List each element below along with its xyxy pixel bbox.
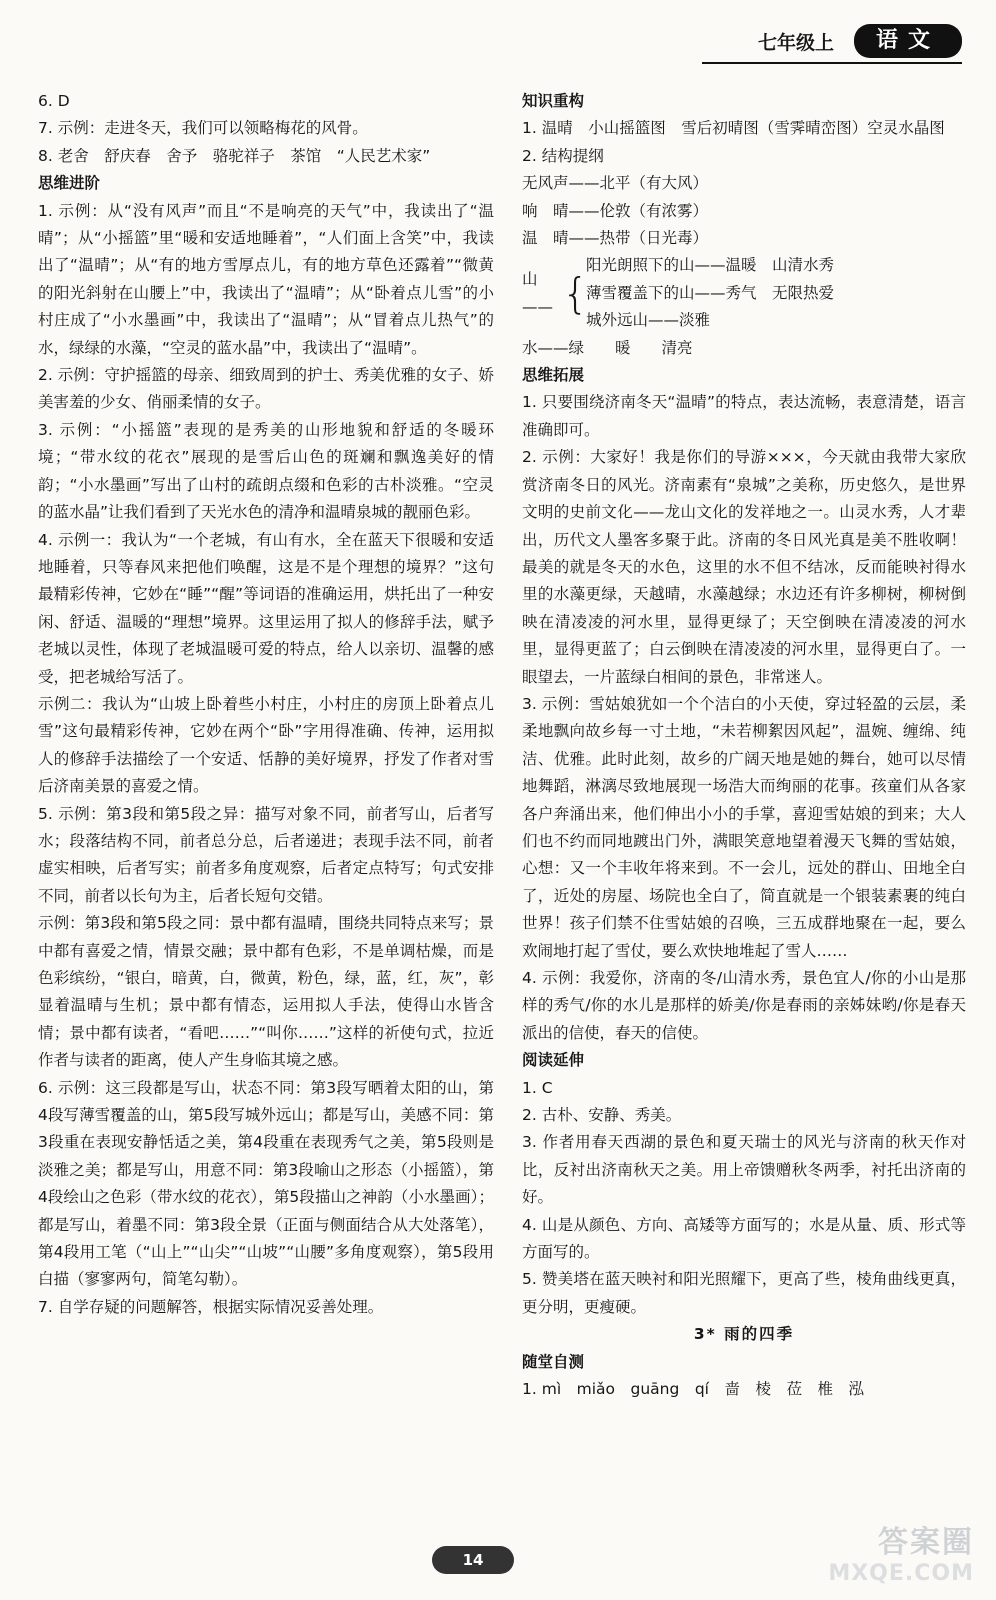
answer-paragraph: 3. 作者用春天西湖的景色和夏天瑞士的风光与济南的秋天作对比，反衬出济南秋天之美。用上帝馈赠秋冬两季，衬托出济南的好。 [522, 1133, 966, 1207]
mountain-item: 薄雪覆盖下的山——秀气 无限热爱 [586, 283, 835, 302]
header-rule [702, 62, 962, 64]
mountain-structure [522, 252, 966, 334]
section-heading: 思维拓展 [522, 366, 585, 385]
subject-badge: 语文 [854, 24, 962, 58]
answer-paragraph: 1. 示例：从“没有风声”而且“不是响亮的天气”中，我读出了“温晴”；从“小摇篮”里“暖和安适地睡着”，“人们面上含笑”中，我读出了“温晴”；从“有的地方雪厚点儿，有的地方草色还露着”“微黄的阳光斜射在山腰上”中，我读出了“温晴”；从“卧着点儿雪”的小村庄成了“小水墨画”中，我读出了“温晴”；从“冒着点儿热气”的水，绿绿的水藻，“空灵的蓝水晶”中，我读出了“温晴”。 [38, 201, 494, 357]
page-header [702, 22, 962, 68]
answer-paragraph: 1. 只要围绕济南冬天“温晴”的特点，表达流畅，表意清楚，语言准确即可。 [522, 393, 966, 439]
mountain-item: 城外远山——淡雅 [586, 311, 711, 330]
answer-paragraph: 3. 示例：雪姑娘犹如一个个洁白的小天使，穿过轻盈的云层，柔柔地飘向故乡每一寸土地，“未若柳絮因风起”，温婉、缠绵、纯洁、优雅。此时此刻，故乡的广阔天地是她的舞台，她可以尽情地舞蹈，淋漓尽致地展现一场浩大而绚丽的花事。孩童们从各家各户奔涌出来，他们伸出小小的手掌，喜迎雪姑娘的到来；大人们也不约而同地踱出门外，满眼笑意地望着漫天飞舞的雪姑娘，心想：又一个丰收年将来到。不一会儿，远处的群山、田地全白了，近处的房屋、场院也全白了，简直就是一个银装素裹的纯白世界！孩子们禁不住雪姑娘的召唤，三五成群地聚在一起，要么欢闹地打起了雪仗，要么欢快地堆起了雪人…… [522, 694, 966, 960]
mountain-item: 阳光朗照下的山——温暖 山清水秀 [586, 256, 835, 275]
section-heading: 知识重构 [522, 92, 585, 110]
left-column [38, 88, 494, 1321]
section-heading: 思维进阶 [38, 174, 101, 193]
answer-paragraph: 4. 示例：我爱你，济南的冬/山清水秀，景色宜人/你的小山是那样的秀气/你的水儿是那样的娇美/你是春雨的亲姊妹哟/你是春天派出的信使，春天的信使。 [522, 969, 966, 1042]
answer-paragraph: 2. 示例：大家好！我是你们的导游×××，今天就由我带大家欣赏济南冬日的风光。济南素有“泉城”之美称，历史悠久，是世界文明的史前文化——龙山文化的发祥地之一。山灵水秀，人才辈出，历代文人墨客多聚于此。济南的冬日风光真是美不胜收啊！最美的就是冬天的水色，这里的水不但不结冰，反而能映衬得水里的水藻更绿，天越晴，水藻越绿；水边还有许多柳树，柳树倒映在清凌凌的河水里，显得更绿了；天空倒映在清凌凌的河水里，显得更蓝了；白云倒映在清凌凌的河水里，显得更白了。一眼望去，一片蓝绿白相间的景色，非常迷人。 [522, 448, 966, 686]
answer-paragraph: 水——绿 暖 清亮 [522, 338, 693, 357]
right-column [522, 88, 966, 1404]
section-heading: 阅读延伸 [522, 1051, 585, 1070]
answer-paragraph: 5. 赞美塔在蓝天映衬和阳光照耀下，更高了些，棱角曲线更真，更分明，更瘦硬。 [522, 1270, 966, 1316]
section-heading: 随堂自测 [522, 1352, 585, 1371]
answer-paragraph: 7. 自学存疑的问题解答，根据实际情况妥善处理。 [38, 1297, 384, 1316]
lesson-title: 3* 雨的四季 [693, 1325, 795, 1344]
answer-paragraph: 1. 温晴 小山摇篮图 雪后初晴图（雪霁晴峦图）空灵水晶图 [522, 119, 945, 138]
answer-paragraph: 示例二：我认为“山坡上卧着些小村庄，小村庄的房顶上卧着点儿雪”这句最精彩传神，它妙在两个“卧”字用得准确、传神，运用拟人的修辞手法描绘了一个安适、恬静的美好境界，抒发了作者对雪后济南美景的喜爱之情。 [38, 694, 494, 796]
answer-paragraph: 无风声——北平（有大风） [522, 174, 709, 193]
answer-paragraph: 7. 示例：走进冬天，我们可以领略梅花的风骨。 [38, 119, 368, 138]
mountain-items [586, 252, 834, 334]
answer-paragraph: 6. D [38, 92, 70, 110]
right-bottom-block [522, 335, 966, 1404]
answer-paragraph: 4. 山是从颜色、方向、高矮等方面写的；水是从量、质、形式等方面写的。 [522, 1215, 966, 1262]
brace-icon: { [562, 268, 589, 318]
mountain-label: 山—— [522, 270, 553, 316]
answer-paragraph: 响 晴——伦敦（有浓雾） [522, 201, 709, 220]
watermark-url: MXQE.COM [828, 1561, 974, 1586]
answer-paragraph: 6. 示例：这三段都是写山，状态不同：第3段写晒着太阳的山，第4段写薄雪覆盖的山，第5段写城外远山；都是写山，美感不同：第3段重在表现安静恬适之美，第4段重在表现秀气之美，第5段则是淡雅之美；都是写山，用意不同：第3段喻山之形态（小摇篮），第4段绘山之色彩（带水纹的花衣），第5段描山之神韵（小水墨画）；都是写山，着墨不同：第3段全景（正面与侧面结合从大处落笔），第4段用工笔（“山上”“山尖”“山坡”“山腰”多角度观察），第5段用白描（寥寥两句，简笔勾勒）。 [38, 1078, 494, 1289]
watermark [828, 1517, 974, 1586]
answer-paragraph: 2. 古朴、安静、秀美。 [522, 1106, 682, 1125]
answer-paragraph: 2. 示例：守护摇篮的母亲、细致周到的护士、秀美优雅的女子、娇美害羞的少女、俏丽柔情的女子。 [38, 366, 494, 412]
answer-paragraph: 8. 老舍 舒庆春 舍予 骆驼祥子 茶馆 “人民艺术家” [38, 146, 431, 165]
answer-paragraph: 1. C [522, 1078, 553, 1097]
answer-paragraph: 5. 示例：第3段和第5段之异：描写对象不同，前者写山，后者写水；段落结构不同，前者总分总，后者递进；表现手法不同，前者虚实相映，后者写实；前者多角度观察，后者定点特写；句式安排不同，前者以长句为主，后者长短句交错。 [38, 804, 494, 905]
right-top-block [522, 88, 966, 252]
answer-paragraph: 1. mì miǎo guāng qí 啬 棱 莅 椎 泓 [522, 1380, 864, 1399]
answer-paragraph: 3. 示例：“小摇篮”表现的是秀美的山形地貌和舒适的冬暖环境；“带水纹的花衣”展现的是雪后山色的斑斓和飘逸美好的情韵；“小水墨画”写出了山村的疏朗点缀和色彩的古朴淡雅。“空灵的蓝水晶”让我们看到了天光水色的清净和温晴泉城的靓丽色彩。 [38, 420, 494, 522]
answer-paragraph: 2. 结构提纲 [522, 146, 604, 165]
answer-paragraph: 示例：第3段和第5段之同：景中都有温晴，围绕共同特点来写；景中都有喜爱之情，情景交融；景中都有色彩，不是单调枯燥，而是色彩缤纷，“银白，暗黄，白，微黄，粉色，绿，蓝，红，灰”，彰显着温晴与生机；景中都有情态，运用拟人手法，使得山水皆含情；景中都有读者，“看吧……”“叫你……”这样的祈使句式，拉近作者与读者的距离，使人产生身临其境之感。 [38, 914, 494, 1070]
answer-paragraph: 4. 示例一：我认为“一个老城，有山有水，全在蓝天下很暖和安适地睡着，只等春风来把他们唤醒，这是不是个理想的境界？”这句最精彩传神，它妙在“睡”“醒”等词语的准确运用，烘托出了一种安闲、舒适、温暖的“理想”境界。这里运用了拟人的修辞手法，赋予老城以灵性，体现了老城温暖可爱的特点，给人以亲切、温馨的感受，把老城给写活了。 [38, 530, 494, 686]
answer-paragraph: 温 晴——热带（日光毒） [522, 229, 709, 248]
watermark-logo: 答案圈 [878, 1525, 974, 1560]
page-number: 14 [432, 1546, 514, 1574]
grade-label: 七年级上 [757, 32, 834, 54]
